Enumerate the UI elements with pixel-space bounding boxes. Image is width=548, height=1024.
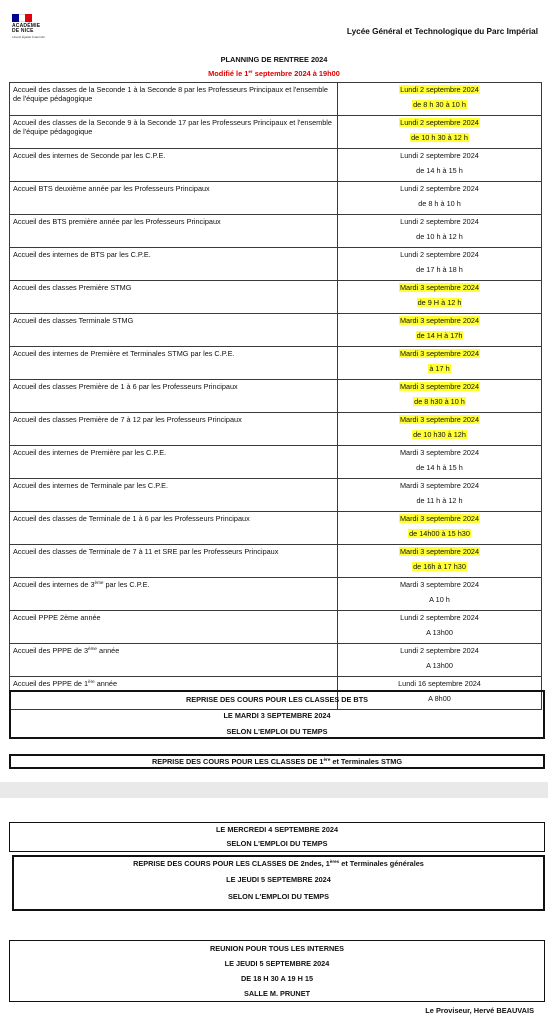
document-title: PLANNING DE RENTREE 2024	[220, 55, 328, 64]
time-text: de 14 h à 15 h	[416, 166, 463, 175]
date-text: Mardi 3 septembre 2024	[399, 448, 480, 457]
general-resume-box	[12, 855, 545, 911]
logo-motto: Liberté Égalité Fraternité	[12, 35, 45, 39]
activity-text-after: par les C.P.E.	[103, 580, 150, 589]
activity-cell	[10, 281, 338, 314]
activity-text: Accueil des PPPE de 1	[13, 679, 89, 688]
date-cell	[338, 512, 542, 545]
activity-text: Accueil des classes de Terminale de 1 à 6 par les Professeurs Principaux	[13, 514, 250, 523]
time-text: de 10 h30 à 12h	[413, 430, 466, 439]
time-text: de 16h à 17 h30	[413, 562, 466, 571]
activity-cell	[10, 611, 338, 644]
date-text: Mardi 3 septembre 2024	[399, 382, 480, 391]
table-row	[10, 116, 542, 149]
school-name: Lycée Général et Technologique du Parc Impérial	[346, 27, 538, 36]
activity-text: Accueil des internes de Terminale par les C.P.E.	[13, 481, 169, 490]
date-text: Mardi 3 septembre 2024	[399, 547, 480, 556]
logo-line-1: ACADÉMIE	[12, 23, 41, 29]
activity-cell	[10, 479, 338, 512]
date-cell	[338, 248, 542, 281]
general-sup: ères	[329, 859, 340, 864]
table-row	[10, 314, 542, 347]
table-row	[10, 182, 542, 215]
stmg-cont-line-2: SELON L'EMPLOI DU TEMPS	[226, 839, 328, 848]
date-cell	[338, 116, 542, 149]
table-row	[10, 413, 542, 446]
activity-cell	[10, 347, 338, 380]
activity-cell	[10, 545, 338, 578]
activity-text: Accueil des classes de la Seconde 9 à la Seconde 17 par les Professeurs Principaux et l'ensemble de l'équipe pédagogique	[13, 118, 332, 136]
table-row	[10, 578, 542, 611]
table-row	[10, 446, 542, 479]
activity-sup: ère	[88, 679, 95, 684]
date-cell	[338, 413, 542, 446]
date-text: Mardi 3 septembre 2024	[399, 514, 480, 523]
table-row	[10, 512, 542, 545]
date-cell	[338, 578, 542, 611]
stmg-cont-line-1: LE MERCREDI 4 SEPTEMBRE 2024	[215, 825, 339, 834]
time-text: de 10 h 30 à 12 h	[411, 133, 468, 142]
date-text: Lundi 2 septembre 2024	[400, 85, 479, 94]
stmg-line-1	[11, 756, 543, 768]
activity-text: Accueil PPPE 2ème année	[13, 613, 101, 622]
time-text: A 13h00	[426, 628, 453, 637]
date-text: Lundi 2 septembre 2024	[400, 184, 479, 193]
date-text: Mardi 3 septembre 2024	[399, 580, 480, 589]
general-line-3: SELON L'EMPLOI DU TEMPS	[227, 892, 330, 901]
table-row	[10, 611, 542, 644]
activity-cell	[10, 413, 338, 446]
french-flag-icon	[12, 14, 32, 22]
activity-cell	[10, 116, 338, 149]
modified-prefix: Modifié le 1	[208, 69, 249, 78]
internes-line-3: DE 18 H 30 A 19 H 15	[240, 974, 314, 983]
bts-line-1: REPRISE DES COURS POUR LES CLASSES DE BTS	[185, 695, 369, 704]
date-text: Mardi 3 septembre 2024	[399, 316, 480, 325]
activity-text-after: année	[94, 679, 118, 688]
internes-line-1: REUNION POUR TOUS LES INTERNES	[209, 944, 345, 953]
date-cell	[338, 182, 542, 215]
general-line-2: LE JEUDI 5 SEPTEMBRE 2024	[226, 875, 331, 884]
activity-text-after: année	[96, 646, 120, 655]
date-cell	[338, 83, 542, 116]
modified-suffix: septembre 2024 à 19h00	[252, 69, 340, 78]
activity-cell	[10, 149, 338, 182]
internes-line-2: LE JEUDI 5 SEPTEMBRE 2024	[224, 959, 330, 968]
time-text: A 8h00	[428, 694, 451, 703]
activity-cell	[10, 446, 338, 479]
stmg-prefix: REPRISE DES COURS POUR LES CLASSES DE 1	[151, 757, 324, 766]
date-text: Lundi 2 septembre 2024	[400, 613, 479, 622]
date-text: Mardi 3 septembre 2024	[399, 481, 480, 490]
date-cell	[338, 347, 542, 380]
time-text: à 17 h	[429, 364, 450, 373]
activity-cell	[10, 512, 338, 545]
date-cell	[338, 479, 542, 512]
date-text: Lundi 16 septembre 2024	[398, 679, 481, 688]
activity-cell	[10, 644, 338, 677]
page-separator	[0, 782, 548, 798]
logo-line-2: DE NICE	[12, 28, 34, 34]
activity-text: Accueil BTS deuxième année par les Professeurs Principaux	[13, 184, 210, 193]
activity-text: Accueil des classes Première de 1 à 6 par les Professeurs Principaux	[13, 382, 238, 391]
table-row	[10, 248, 542, 281]
date-text: Lundi 2 septembre 2024	[400, 151, 479, 160]
table-row	[10, 149, 542, 182]
modified-date	[0, 69, 548, 78]
activity-text: Accueil des PPPE de 3	[13, 646, 89, 655]
internes-line-4: SALLE M. PRUNET	[243, 989, 311, 998]
date-text: Lundi 2 septembre 2024	[400, 118, 479, 127]
modified-sup: er	[248, 69, 253, 74]
internes-meeting-box	[9, 940, 545, 1002]
activity-cell	[10, 215, 338, 248]
activity-text: Accueil des classes Première STMG	[13, 283, 132, 292]
activity-sup: ème	[94, 580, 104, 585]
date-cell	[338, 446, 542, 479]
activity-text: Accueil des internes de BTS par les C.P.E.	[13, 250, 151, 259]
time-text: de 8 h30 à 10 h	[414, 397, 465, 406]
time-text: A 13h00	[426, 661, 453, 670]
time-text: de 14 H à 17h	[416, 331, 463, 340]
activity-text: Accueil des internes de 3	[13, 580, 95, 589]
date-text: Mardi 3 septembre 2024	[399, 415, 480, 424]
time-text: A 10 h	[429, 595, 450, 604]
stmg-suffix: et Terminales STMG	[330, 757, 403, 766]
activity-cell	[10, 380, 338, 413]
time-text: de 8 h à 10 h	[418, 199, 461, 208]
activity-text: Accueil des classes Terminale STMG	[13, 316, 134, 325]
bts-line-2: LE MARDI 3 SEPTEMBRE 2024	[223, 711, 331, 720]
time-text: de 14h00 à 15 h30	[409, 529, 470, 538]
stmg-resume-box-continued	[9, 822, 545, 852]
general-prefix: REPRISE DES COURS POUR LES CLASSES DE 2ndes, 1	[133, 859, 330, 868]
schedule-table	[9, 82, 542, 710]
table-row	[10, 380, 542, 413]
date-cell	[338, 314, 542, 347]
date-cell	[338, 215, 542, 248]
activity-cell	[10, 578, 338, 611]
table-row	[10, 479, 542, 512]
date-text: Mardi 3 septembre 2024	[399, 283, 480, 292]
date-text: Mardi 3 septembre 2024	[399, 349, 480, 358]
activity-cell	[10, 182, 338, 215]
date-cell	[338, 545, 542, 578]
table-row	[10, 83, 542, 116]
activity-cell	[10, 248, 338, 281]
activity-text: Accueil des classes Première de 7 à 12 par les Professeurs Principaux	[13, 415, 242, 424]
academie-logo	[12, 14, 58, 50]
table-row	[10, 281, 542, 314]
time-text: de 11 h à 12 h	[416, 496, 463, 505]
date-text: Lundi 2 septembre 2024	[400, 646, 479, 655]
stmg-resume-box	[9, 754, 545, 769]
time-text: de 10 h à 12 h	[416, 232, 463, 241]
signature: Le Proviseur, Hervé BEAUVAIS	[425, 1006, 534, 1015]
time-text: de 9 H à 12 h	[417, 298, 462, 307]
activity-text: Accueil des internes de Seconde par les C.P.E.	[13, 151, 166, 160]
date-cell	[338, 611, 542, 644]
date-text: Lundi 2 septembre 2024	[400, 217, 479, 226]
activity-text: Accueil des classes de la Seconde 1 à la Seconde 8 par les Professeurs Principaux et l'ensemble de l'équipe pédagogique	[13, 85, 328, 103]
time-text: de 8 h 30 à 10 h	[413, 100, 466, 109]
activity-cell	[10, 314, 338, 347]
date-cell	[338, 380, 542, 413]
bts-line-3: SELON L'EMPLOI DU TEMPS	[226, 727, 328, 736]
activity-text: Accueil des BTS première année par les Professeurs Principaux	[13, 217, 221, 226]
activity-sup: ème	[88, 646, 97, 651]
time-text: de 14 h à 15 h	[416, 463, 463, 472]
stmg-sup: ère	[323, 757, 331, 762]
table-row	[10, 644, 542, 677]
activity-text: Accueil des classes de Terminale de 7 à 11 et SRE par les Professeurs Principaux	[13, 547, 279, 556]
date-text: Lundi 2 septembre 2024	[400, 250, 479, 259]
date-cell	[338, 281, 542, 314]
time-text: de 17 h à 18 h	[416, 265, 463, 274]
table-row	[10, 347, 542, 380]
general-suffix: et Terminales générales	[339, 859, 424, 868]
date-cell	[338, 149, 542, 182]
activity-cell	[10, 83, 338, 116]
table-row	[10, 545, 542, 578]
activity-text: Accueil des internes de Première et Terminales STMG par les C.P.E.	[13, 349, 235, 358]
bts-resume-box	[9, 690, 545, 739]
activity-text: Accueil des internes de Première par les C.P.E.	[13, 448, 167, 457]
date-cell	[338, 644, 542, 677]
table-row	[10, 215, 542, 248]
general-line-1	[14, 857, 543, 871]
